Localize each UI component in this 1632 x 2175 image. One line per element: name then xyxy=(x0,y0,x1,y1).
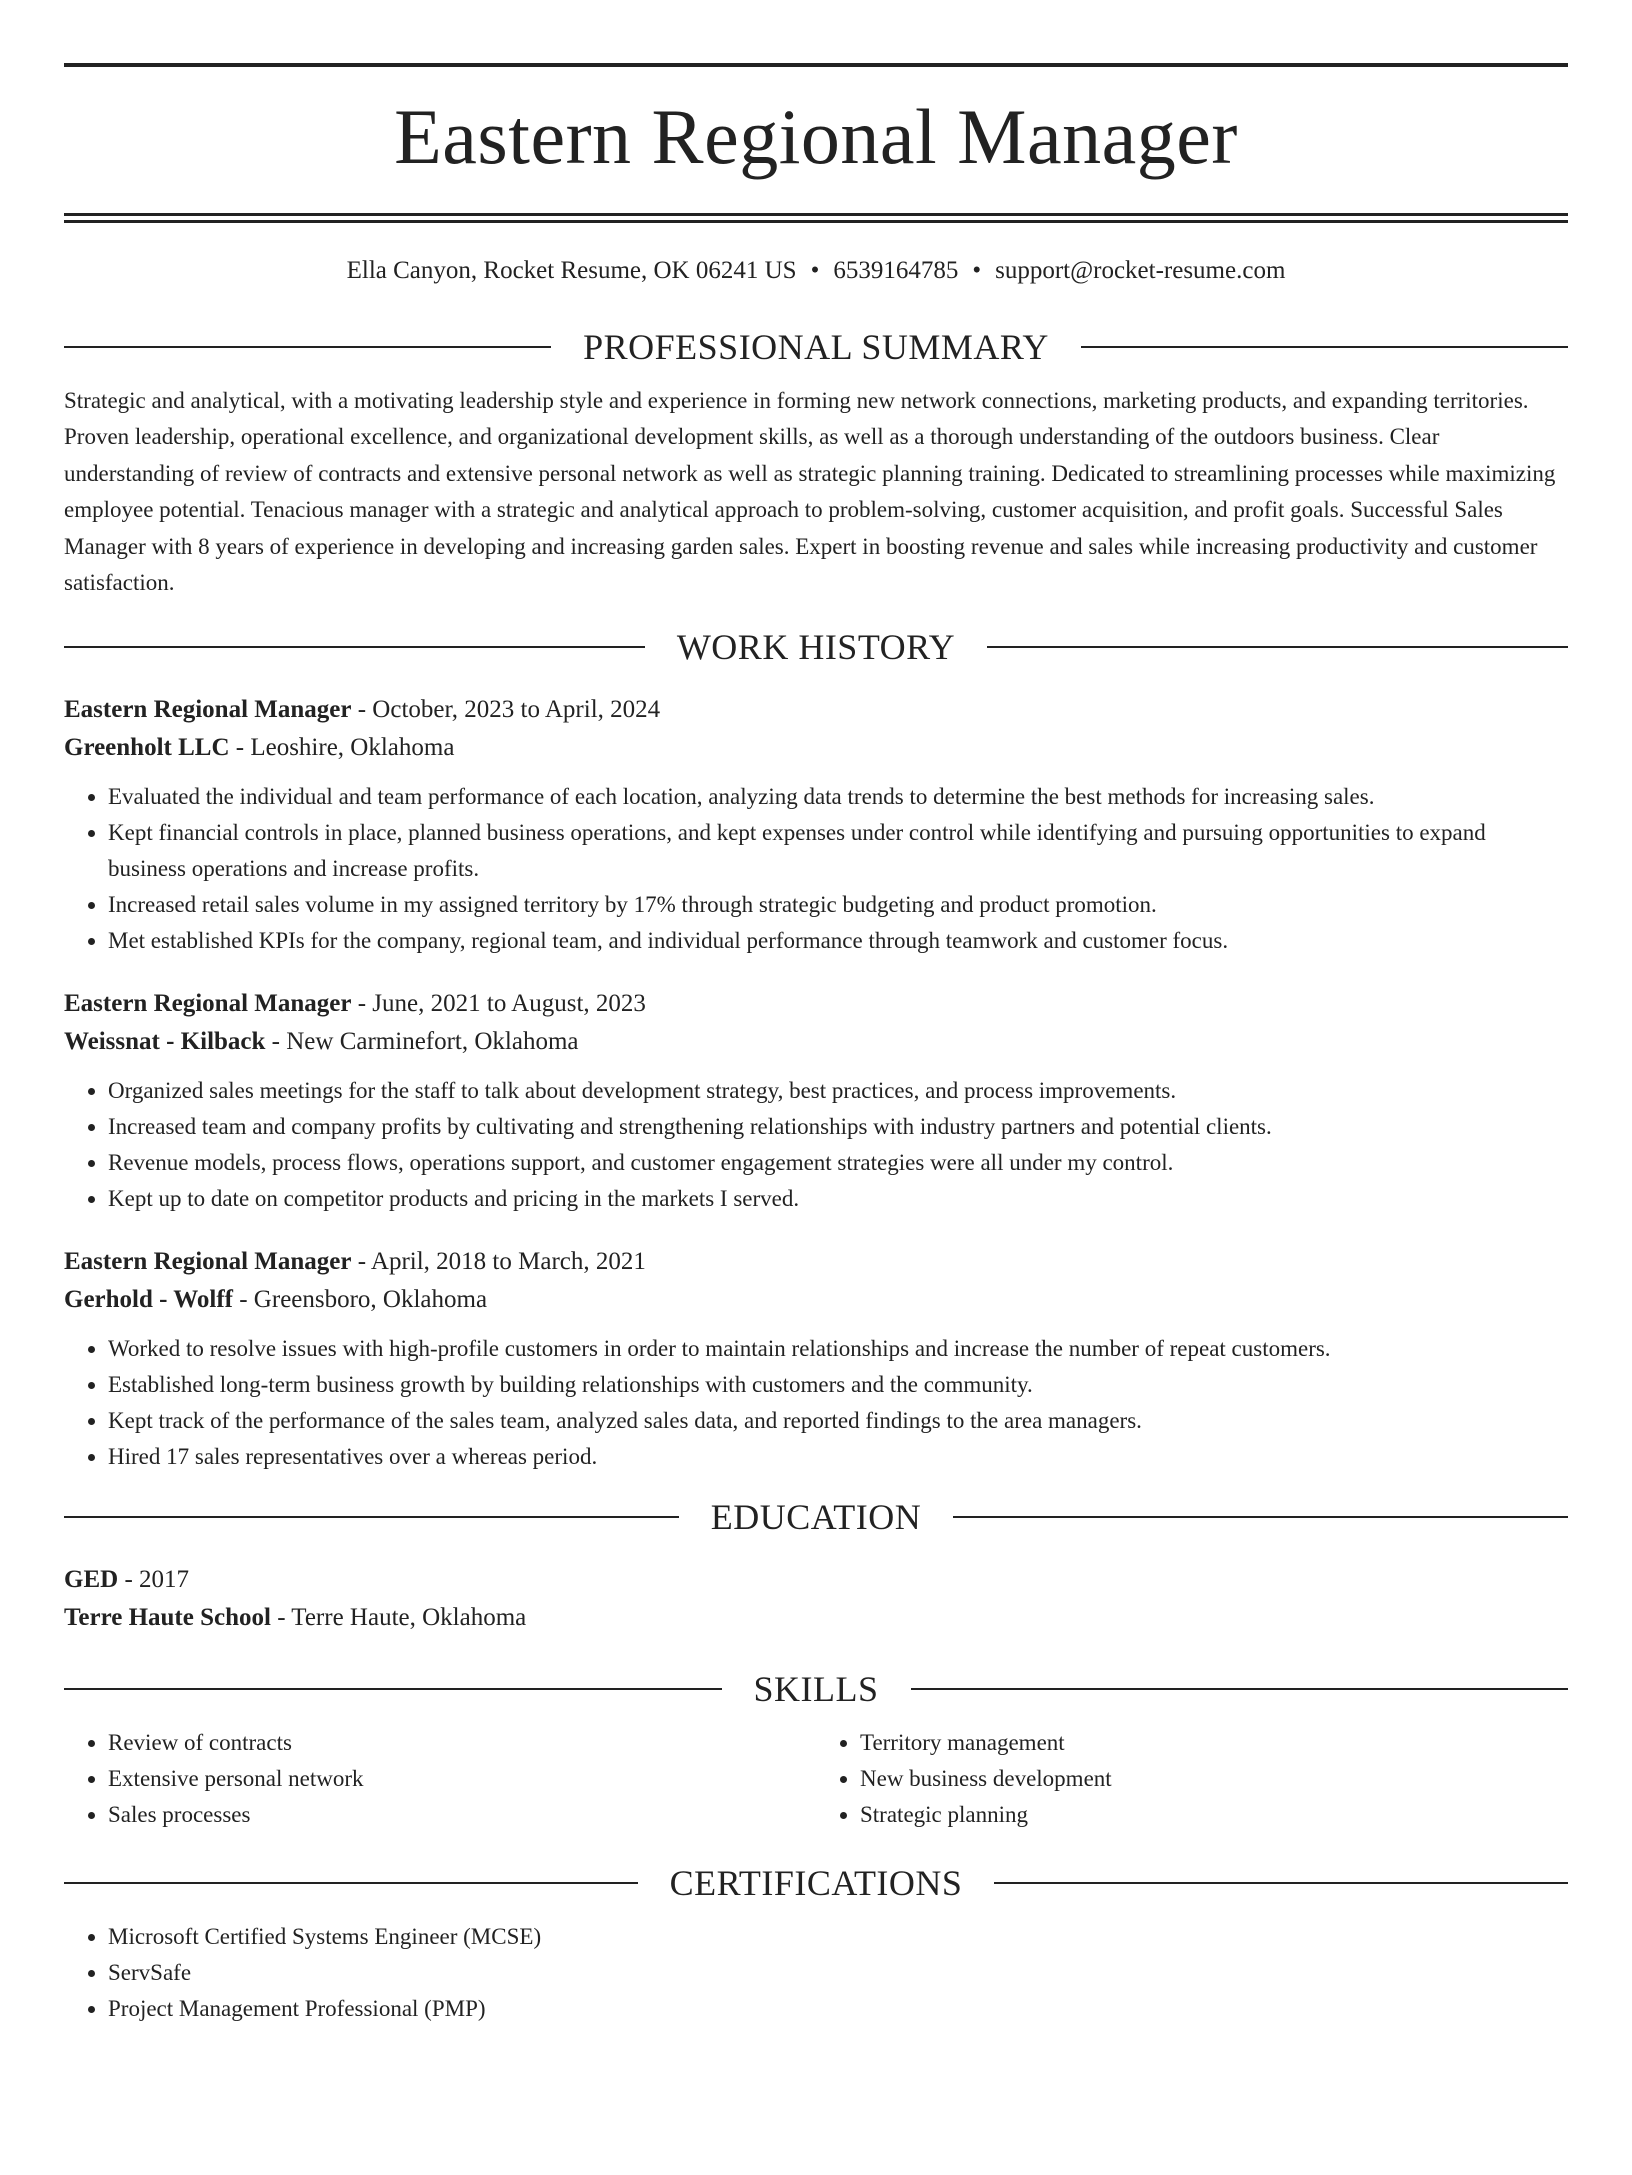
certifications-heading-label: CERTIFICATIONS xyxy=(669,1863,963,1904)
heading-rule-left xyxy=(64,646,645,648)
job-dates: - June, 2021 to August, 2023 xyxy=(351,990,646,1018)
job-location: - Leoshire, Oklahoma xyxy=(229,734,455,762)
job-company-line xyxy=(64,1281,1568,1319)
job-bullet: • Evaluated the individual and team performance of each location, analyzing data trends to determine the best methods for increasing sales. xyxy=(108,779,1568,815)
job-bullet: • Organized sales meetings for the staff to talk about development strategy, best practices, and process improvements. xyxy=(108,1073,1568,1109)
job-bullet: • Revenue models, process flows, operations support, and customer engagement strategies were all under my control. xyxy=(108,1145,1568,1181)
resume-page xyxy=(0,63,1632,2175)
contact-address: Ella Canyon, Rocket Resume, OK 06241 US xyxy=(346,257,797,284)
job-bullet: • Hired 17 sales representatives over a whereas period. xyxy=(108,1439,1568,1475)
heading-rule-left xyxy=(64,346,551,348)
certifications-list xyxy=(64,1919,1568,2027)
education-year: - 2017 xyxy=(118,1566,190,1594)
skill-item: • Sales processes xyxy=(108,1797,816,1833)
job-entry xyxy=(64,1243,1568,1475)
skills-column-left xyxy=(64,1725,816,1833)
work-history-heading-label: WORK HISTORY xyxy=(676,627,956,668)
contact-separator: • xyxy=(972,257,982,284)
job-bullet: • Met established KPIs for the company, regional team, and individual performance through teamwork and customer focus. xyxy=(108,923,1568,959)
job-entry xyxy=(64,985,1568,1217)
job-title: Eastern Regional Manager xyxy=(64,1248,352,1276)
job-entry xyxy=(64,691,1568,959)
certification-item: • Microsoft Certified Systems Engineer (MCSE) xyxy=(108,1919,1568,1955)
job-bullet: • Kept up to date on competitor products and pricing in the markets I served. xyxy=(108,1181,1568,1217)
job-bullet: • Increased team and company profits by cultivating and strengthening relationships with industry partners and potential clients. xyxy=(108,1109,1568,1145)
job-dates: - April, 2018 to March, 2021 xyxy=(351,1248,646,1276)
education-entry xyxy=(64,1561,1568,1637)
job-title: Eastern Regional Manager xyxy=(64,696,352,724)
job-bullet: • Established long-term business growth by building relationships with customers and the community. xyxy=(108,1367,1568,1403)
skill-item: • New business development xyxy=(860,1761,1568,1797)
summary-heading-label: PROFESSIONAL SUMMARY xyxy=(583,327,1049,367)
job-dates: - October, 2023 to April, 2024 xyxy=(351,696,661,724)
job-company: Gerhold - Wolff xyxy=(64,1286,233,1314)
job-bullet: • Increased retail sales volume in my assigned territory by 17% through strategic budgeting and product promotion. xyxy=(108,887,1568,923)
job-bullet: • Worked to resolve issues with high-profile customers in order to maintain relationships and increase the number of repeat customers. xyxy=(108,1331,1568,1367)
job-location: - New Carminefort, Oklahoma xyxy=(265,1028,579,1056)
education-heading-label: EDUCATION xyxy=(710,1497,922,1538)
job-title-line xyxy=(64,691,1568,729)
heading-rule-left xyxy=(64,1688,722,1690)
education-degree: GED xyxy=(64,1566,119,1594)
heading-rule-right xyxy=(911,1688,1569,1690)
skills-column-right xyxy=(816,1725,1568,1833)
job-title-line xyxy=(64,1243,1568,1281)
contact-phone: 6539164785 xyxy=(833,257,959,284)
heading-rule-right xyxy=(953,1516,1568,1518)
heading-rule-right xyxy=(994,1882,1568,1884)
job-bullets xyxy=(64,779,1568,959)
summary-text: Strategic and analytical, with a motivating leadership style and experience in forming new network connections, marketing products, and expanding territories. Proven leadership, operational excellence, and organizational development skills, as well as a thorough understanding of the outdoors business. Clear understanding of review of contracts and extensive personal network as well as strategic planning training. Dedicated to streamlining processes while maximizing employee potential. Tenacious manager with a strategic and analytical approach to problem-solving, customer acquisition, and profit goals. Successful Sales Manager with 8 years of experience in developing and increasing garden sales. Expert in boosting revenue and sales while increasing productivity and customer satisfaction. xyxy=(64,388,1556,596)
education-school: Terre Haute School xyxy=(64,1604,271,1632)
education-school-line xyxy=(64,1599,1568,1637)
education-heading xyxy=(64,1495,1568,1539)
job-company: Greenholt LLC xyxy=(64,734,230,762)
certifications-heading xyxy=(64,1861,1568,1905)
skill-item: • Extensive personal network xyxy=(108,1761,816,1797)
contact-line xyxy=(64,253,1568,289)
job-company-line xyxy=(64,1023,1568,1061)
job-company: Weissnat - Kilback xyxy=(64,1028,266,1056)
title-double-rule xyxy=(64,213,1568,223)
heading-rule-right xyxy=(987,646,1568,648)
top-rule xyxy=(64,63,1568,67)
job-location: - Greensboro, Oklahoma xyxy=(232,1286,488,1314)
job-bullets xyxy=(64,1331,1568,1475)
certification-item: • ServSafe xyxy=(108,1955,1568,1991)
job-title-line xyxy=(64,985,1568,1023)
certification-item: • Project Management Professional (PMP) xyxy=(108,1991,1568,2027)
job-company-line xyxy=(64,729,1568,767)
skill-item: • Strategic planning xyxy=(860,1797,1568,1833)
contact-separator: • xyxy=(810,257,820,284)
work-history-heading xyxy=(64,625,1568,669)
job-bullet: • Kept track of the performance of the sales team, analyzed sales data, and reported findings to the area managers. xyxy=(108,1403,1568,1439)
heading-rule-left xyxy=(64,1516,679,1518)
job-bullet: • Kept financial controls in place, planned business operations, and kept expenses under control while identifying and pursuing opportunities to expand business operations and increase profits. xyxy=(108,815,1568,887)
job-title: Eastern Regional Manager xyxy=(64,990,352,1018)
skill-item: • Territory management xyxy=(860,1725,1568,1761)
resume-title: Eastern Regional Manager xyxy=(394,93,1238,180)
summary-heading xyxy=(64,325,1568,369)
heading-rule-left xyxy=(64,1882,638,1884)
skills-heading xyxy=(64,1667,1568,1711)
heading-rule-right xyxy=(1081,346,1568,348)
skills-grid xyxy=(64,1725,1568,1833)
education-location: - Terre Haute, Oklahoma xyxy=(270,1604,527,1632)
skill-item: • Review of contracts xyxy=(108,1725,816,1761)
contact-email: support@rocket-resume.com xyxy=(995,257,1286,284)
education-degree-line xyxy=(64,1561,1568,1599)
job-bullets xyxy=(64,1073,1568,1217)
skills-heading-label: SKILLS xyxy=(753,1669,879,1710)
